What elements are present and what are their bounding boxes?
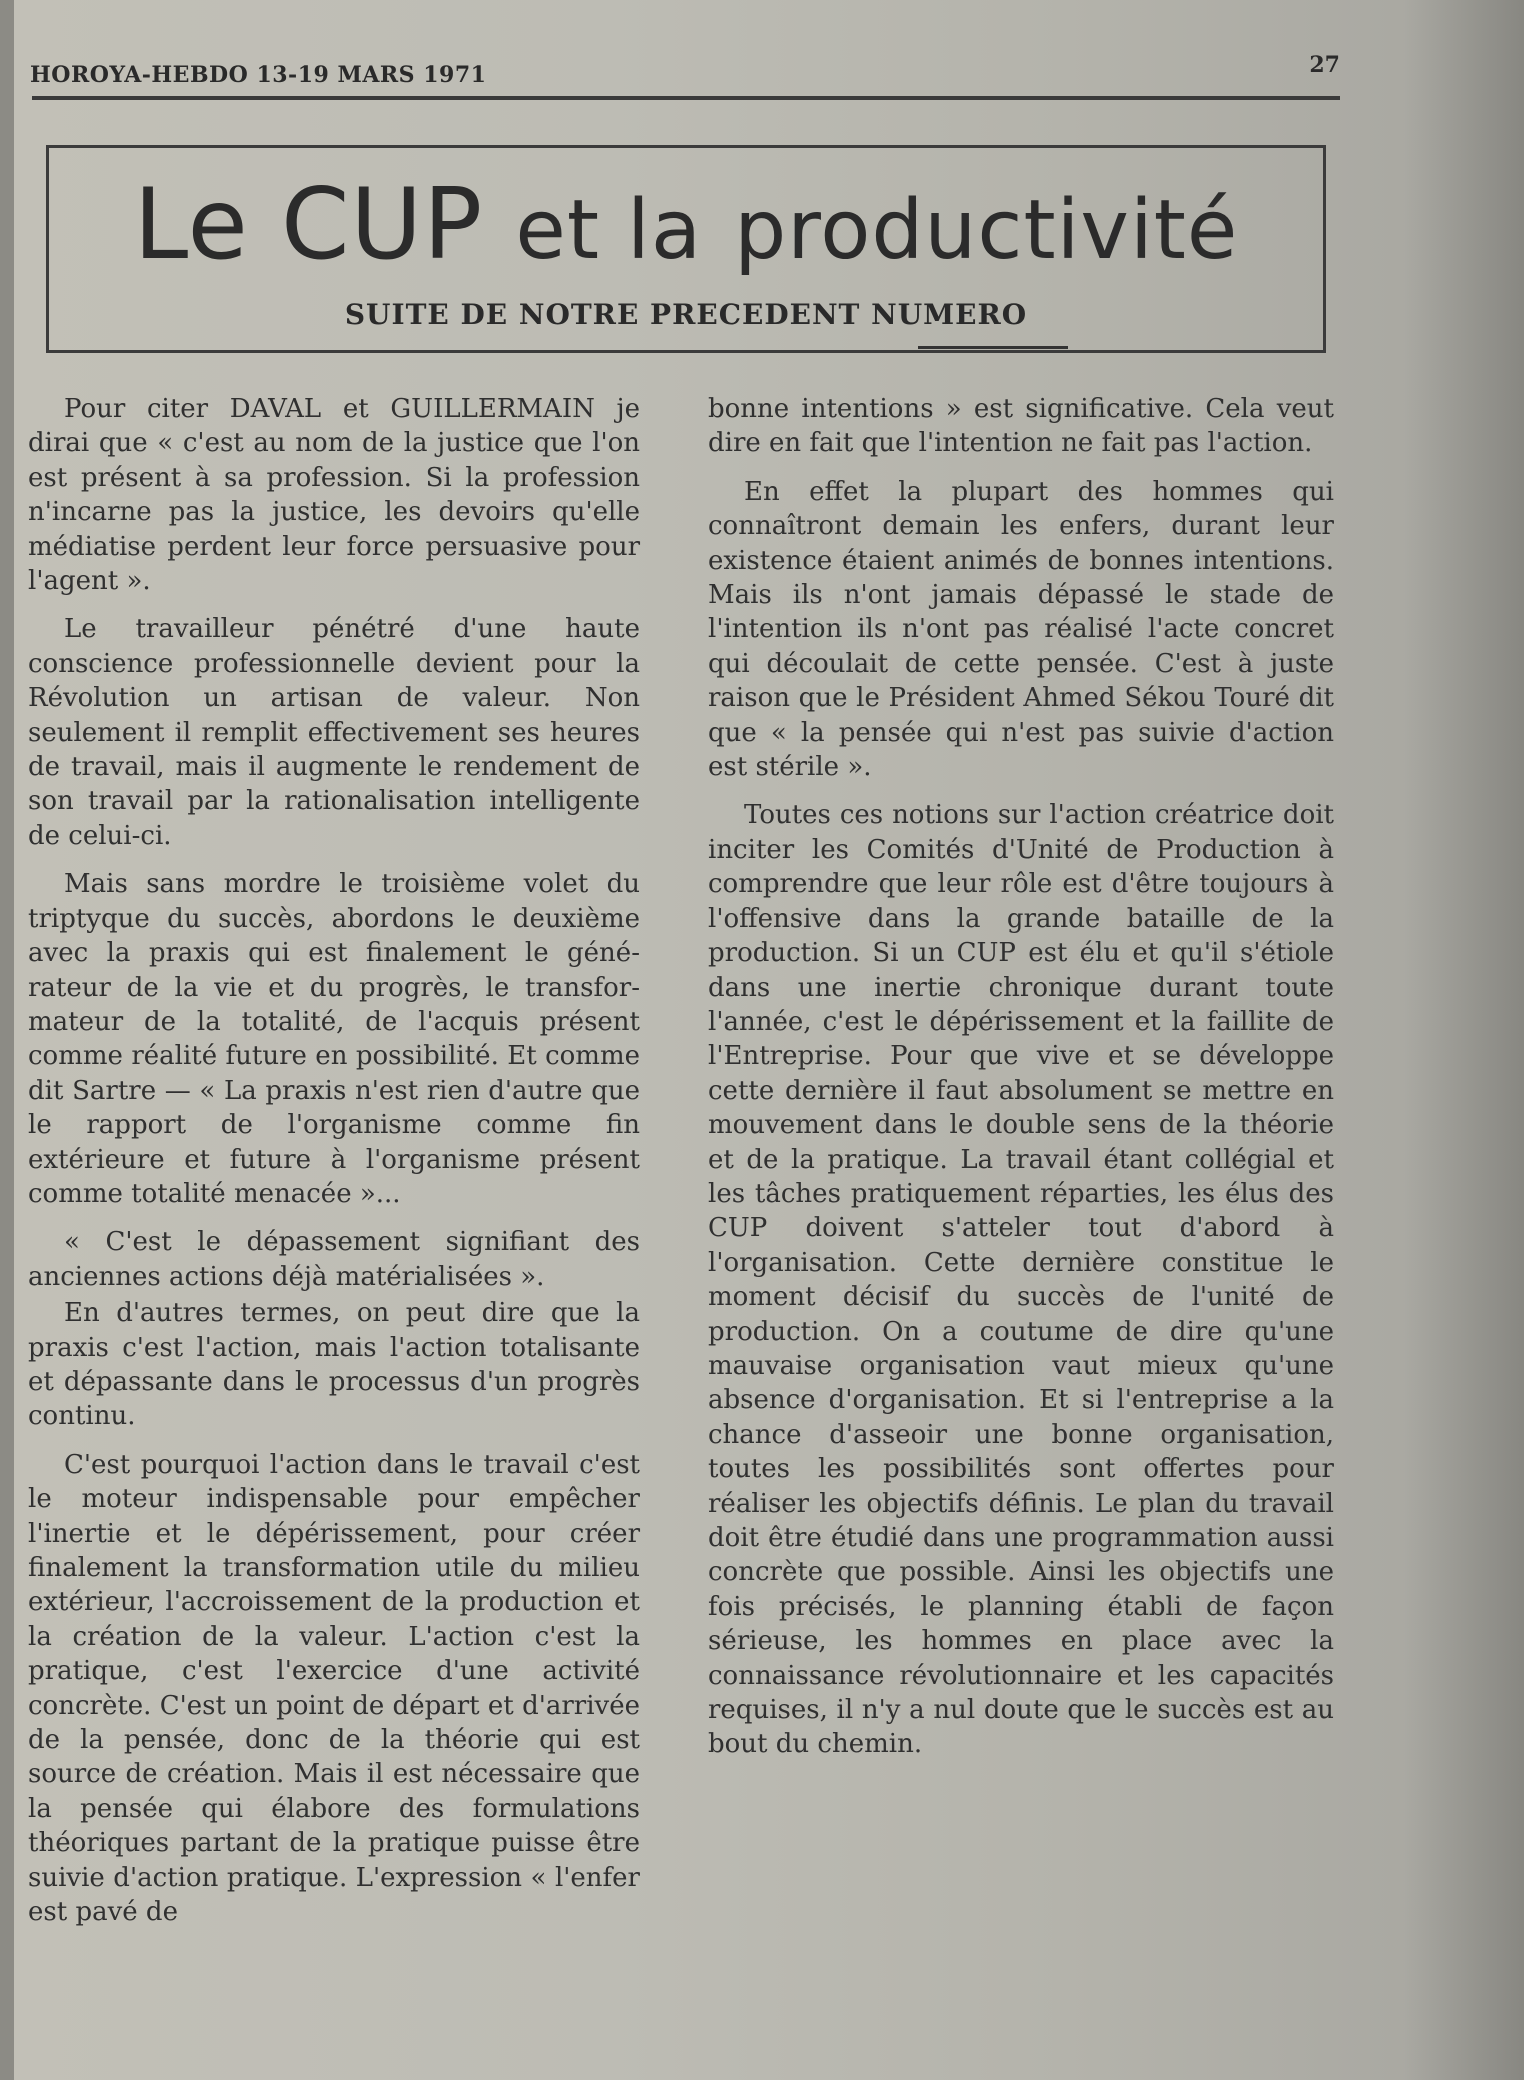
paragraph: Le travailleur pénétré d'une haute conscience professionnelle devient pour la Révolution un artisan de valeur. Non seulement il remplit effectivement ses heures de travail, mais il augmente le rendement de son travail par la rationalisation intelligente de celui-ci. bbox=[28, 614, 640, 851]
page-number: 27 bbox=[1309, 52, 1340, 78]
paragraph: Pour citer DAVAL et GUILLERMAIN je dirai que « c'est au nom de la justice que l'on est présent à sa profession. Si la profession n'incarne pas la justice, les devoirs qu'elle médiatise perdent leur force persuasive pour l'agent ». bbox=[28, 394, 640, 597]
subtitle-underline bbox=[918, 346, 1068, 349]
title-part-1: Le CUP bbox=[133, 168, 484, 282]
paragraph: Mais sans mordre le troisième volet du triptyque du succès, abordons le deuxième avec la praxis qui est finalement le générateur de la vie et du progrès, le transformateur de la totalité, de l'acquis présent comme réalité future en possibilité. Et comme dit Sartre — « La praxis n'est rien d'autre que le rapport de l'organisme comme fin extérieure et future à l'organisme présent comme totalité menacée »... bbox=[28, 869, 640, 1209]
page-edge-shadow bbox=[0, 0, 14, 2080]
left-column bbox=[28, 392, 640, 1943]
publication-line: HOROYA-HEBDO 13-19 MARS 1971 bbox=[30, 62, 487, 88]
paragraph: C'est pourquoi l'action dans le travail c'est le moteur indispensable pour empêcher l'inertie et le dépérissement, pour créer finalement la transformation utile du milieu extérieur, l'accroissement de la production et la création de la valeur. L'action c'est la pratique, c'est l'exercice d'une activité concrète. C'est un point de départ et d'arrivée de la pensée, donc de la théorie qui est source de création. Mais il est nécessaire que la pensée qui élabore des formulations théoriques partant de la pratique puisse être suivie d'action pratique. L'expression « l'enfer est pavé de bbox=[28, 1449, 640, 1928]
right-column bbox=[708, 392, 1334, 1776]
title-box bbox=[46, 145, 1326, 353]
paragraph: Toutes ces notions sur l'action créatrice doit inciter les Comités d'Unité de Production à comprendre que leur rôle est d'être toujours à l'offensive dans la grande bataille de la production. Si un CUP est élu et qu'il s'étiole dans une inertie chronique durant toute l'année, c'est le dépérissement et la faillite de l'Entreprise. Pour que vive et se développe cette dernière il faut absolument se mettre en mouvement dans le double sens de la théorie et de la pratique. La travail étant collégial et les tâches pratiquement réparties, les élus des CUP doivent s'atteler tout d'abord à l'organisation. Cette dernière constitue le moment décisif du succès de l'unité de production. On a coutume de dire qu'une mauvaise organisation vaut mieux qu'une absence d'organisation. Et si l'entreprise a la chance d'asseoir une bonne organisation, toutes les possibilités sont offertes pour réaliser les objectifs définis. Le plan du travail doit être étudié dans une programmation aussi concrète que possible. Ainsi les objectifs une fois précisés, le planning établi de façon sérieuse, les hommes en place avec la connaissance révolutionnaire et les capacités requises, il n'y a nul doute que le succès est au bout du chemin. bbox=[708, 800, 1334, 1760]
article-title bbox=[49, 170, 1323, 286]
title-part-2: et la bbox=[515, 183, 703, 278]
title-part-3: productivité bbox=[734, 183, 1239, 278]
header-rule bbox=[32, 96, 1340, 100]
masthead bbox=[30, 52, 1340, 98]
paragraph: En d'autres termes, on peut dire que la praxis c'est l'action, mais l'action totalisante et dépassante dans le processus d'un progrès continu. bbox=[28, 1298, 640, 1432]
page-fold-shadow bbox=[1404, 0, 1524, 2080]
paragraph: bonne intentions » est significative. Cela veut dire en fait que l'intention ne fait pas l'action. bbox=[708, 394, 1334, 459]
article-subtitle: SUITE DE NOTRE PRECEDENT NUMERO bbox=[344, 298, 1028, 331]
paragraph: « C'est le dépassement signifiant des anciennes actions déjà matérialisées ». bbox=[28, 1227, 640, 1292]
paragraph: En effet la plupart des hommes qui connaîtront demain les enfers, durant leur existence étaient animés de bonnes intentions. Mais ils n'ont jamais dépassé le stade de l'intention ils n'ont pas réalisé l'acte concret qui découlait de cette pensée. C'est à juste raison que le Président Ahmed Sékou Touré dit que « la pensée qui n'est pas suivie d'action est stérile ». bbox=[708, 476, 1334, 783]
